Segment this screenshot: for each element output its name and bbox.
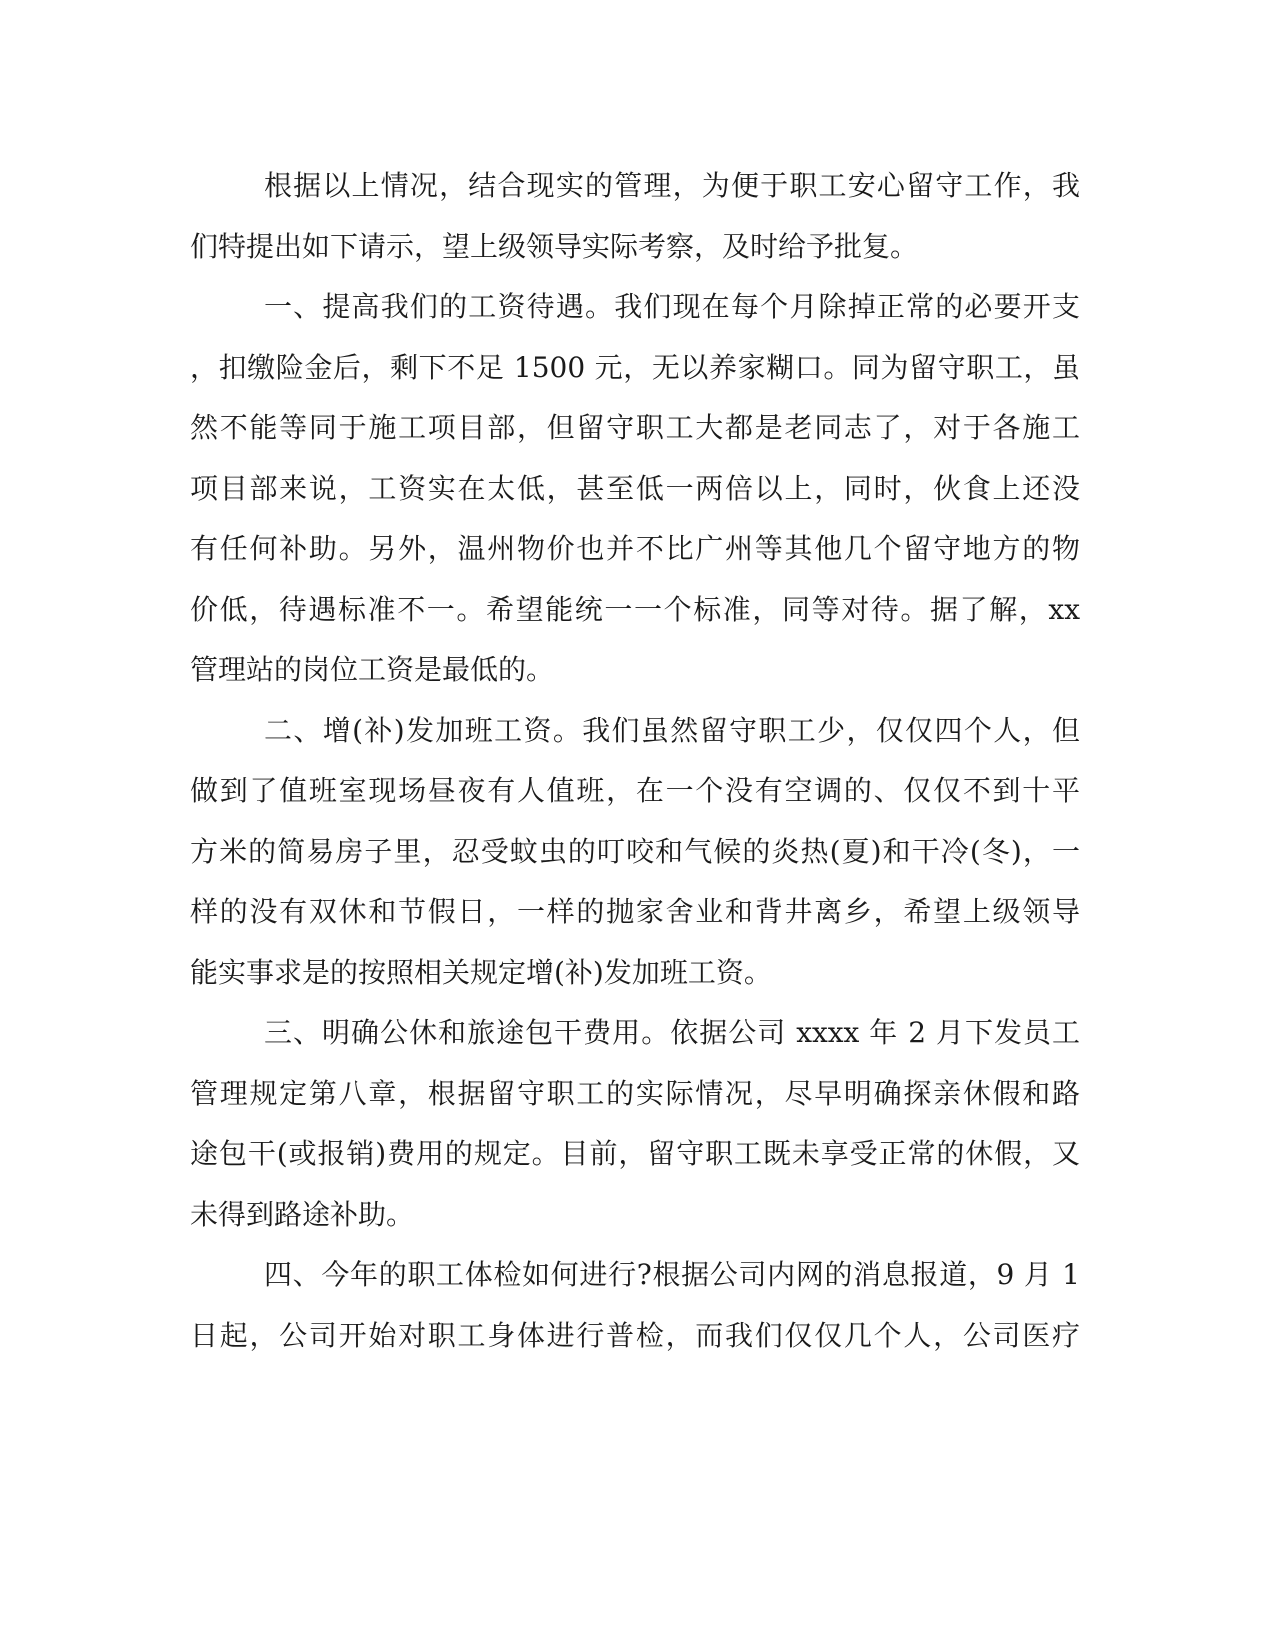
text-line: 能实事求是的按照相关规定增(补)发加班工资。 bbox=[190, 955, 772, 989]
text-line: 途包干(或报销)费用的规定。目前，留守职工既未享受正常的休假，又 bbox=[190, 1137, 1080, 1170]
text-line: 管理规定第八章，根据留守职工的实际情况，尽早明确探亲休假和路 bbox=[190, 1076, 1080, 1110]
text-line: 四、今年的职工体检如何进行?根据公司内网的消息报道，9 月 1 bbox=[264, 1258, 1080, 1291]
text-line: 价低，待遇标准不一。希望能统一一个标准，同等对待。据了解，xx bbox=[190, 592, 1080, 626]
text-line: 项目部来说，工资实在太低，甚至低一两倍以上，同时，伙食上还没 bbox=[190, 471, 1080, 505]
text-line: 有任何补助。另外，温州物价也并不比广州等其他几个留守地方的物 bbox=[190, 532, 1080, 565]
text-line: 们特提出如下请示，望上级领导实际考察，及时给予批复。 bbox=[190, 229, 919, 263]
document-body bbox=[190, 156, 1080, 1366]
text-line: ，扣缴险金后，剩下不足 1500 元，无以养家糊口。同为留守职工，虽 bbox=[190, 350, 1080, 384]
text-line: 一、提高我们的工资待遇。我们现在每个月除掉正常的必要开支 bbox=[264, 290, 1080, 323]
text-line: 做到了值班室现场昼夜有人值班，在一个没有空调的、仅仅不到十平 bbox=[190, 774, 1080, 807]
text-line: 二、增(补)发加班工资。我们虽然留守职工少，仅仅四个人，但 bbox=[264, 713, 1080, 747]
text-line: 然不能等同于施工项目部，但留守职工大都是老同志了，对于各施工 bbox=[190, 411, 1080, 444]
text-line: 日起，公司开始对职工身体进行普检，而我们仅仅几个人，公司医疗 bbox=[190, 1318, 1080, 1352]
text-line: 管理站的岗位工资是最低的。 bbox=[190, 653, 555, 686]
text-line: 样的没有双休和节假日，一样的抛家舍业和背井离乡，希望上级领导 bbox=[190, 895, 1080, 928]
text-line: 方米的简易房子里，忍受蚊虫的叮咬和气候的炎热(夏)和干冷(冬)，一 bbox=[190, 834, 1080, 868]
text-line: 根据以上情况，结合现实的管理，为便于职工安心留守工作，我 bbox=[264, 169, 1080, 202]
text-line: 未得到路途补助。 bbox=[190, 1197, 415, 1231]
text-line: 三、明确公休和旅途包干费用。依据公司 xxxx 年 2 月下发员工 bbox=[264, 1016, 1080, 1049]
